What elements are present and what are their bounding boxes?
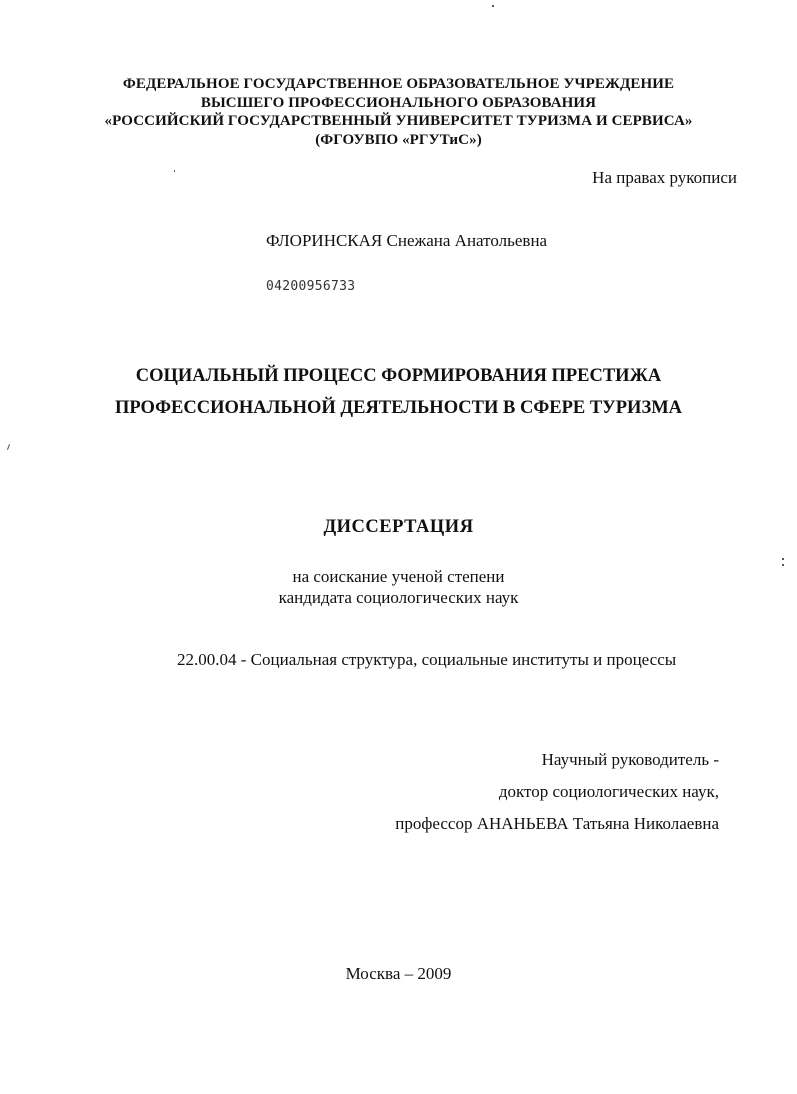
- institution-line-3: «РОССИЙСКИЙ ГОСУДАРСТВЕННЫЙ УНИВЕРСИТЕТ ТУРИЗМА И СЕРВИСА»: [104, 113, 693, 129]
- supervisor-line-2: доктор социологических наук,: [498, 782, 719, 801]
- specialty-code: 22.00.04 - Социальная структура, социальные институты и процессы: [177, 650, 677, 669]
- institution-line-2: ВЫСШЕГО ПРОФЕССИОНАЛЬНОГО ОБРАЗОВАНИЯ: [200, 94, 597, 111]
- scan-speck: [7, 444, 10, 450]
- degree-line-2: кандидата социологических наук: [278, 588, 519, 607]
- catalog-number: 04200956733: [266, 279, 356, 294]
- supervisor-line-3: профессор АНАНЬЕВА Татьяна Николаевна: [395, 814, 719, 833]
- document-type: ДИССЕРТАЦИЯ: [323, 517, 474, 537]
- supervisor-line-1: Научный руководитель -: [541, 750, 719, 769]
- degree-statement: [0, 566, 797, 608]
- institution-line-4: (ФГОУВПО «РГУТиС»): [315, 131, 482, 148]
- supervisor-block: [395, 744, 719, 840]
- place-and-year: Москва – 2009: [345, 964, 452, 983]
- manuscript-note: На правах рукописи: [592, 168, 737, 187]
- title-line-2: ПРОФЕССИОНАЛЬНОЙ ДЕЯТЕЛЬНОСТИ В СФЕРЕ ТУРИЗМА: [114, 398, 683, 418]
- scan-speck: [492, 5, 494, 7]
- scan-speck: [174, 170, 175, 172]
- title-line-1: СОЦИАЛЬНЫЙ ПРОЦЕСС ФОРМИРОВАНИЯ ПРЕСТИЖА: [135, 366, 662, 386]
- scan-speck: [782, 558, 784, 560]
- institution-line-1: ФЕДЕРАЛЬНОЕ ГОСУДАРСТВЕННОЕ ОБРАЗОВАТЕЛЬНОЕ УЧРЕЖДЕНИЕ: [122, 76, 675, 92]
- institution-header: [0, 75, 797, 149]
- author-name: ФЛОРИНСКАЯ Снежана Анатольевна: [266, 231, 548, 250]
- degree-line-1: на соискание ученой степени: [292, 567, 505, 586]
- dissertation-title: [0, 360, 797, 424]
- scan-speck: [782, 564, 784, 566]
